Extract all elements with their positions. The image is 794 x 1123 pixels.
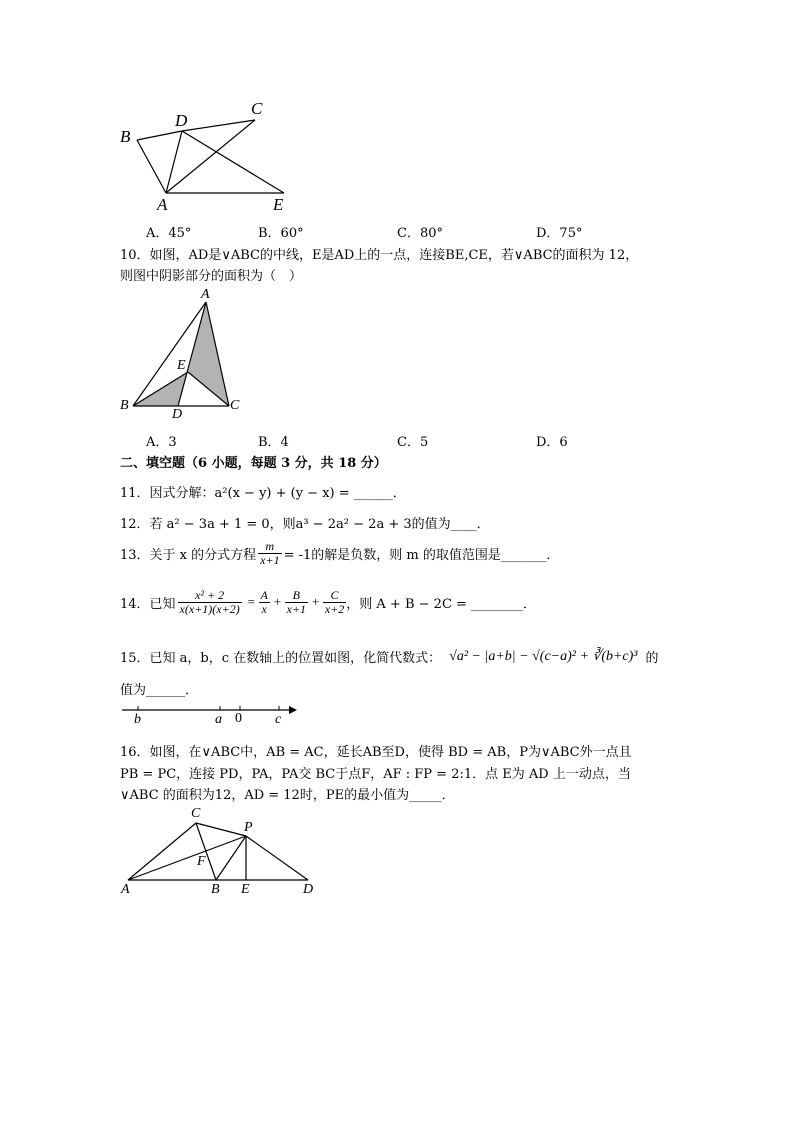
number-line-label-a: a	[215, 712, 222, 727]
q9-option-a: A．45°	[146, 226, 192, 241]
fig16-label-p: P	[244, 820, 253, 835]
q15-line1-end: 的	[645, 651, 659, 666]
q12-text: 12．若 a² − 3a + 1 = 0，则a³ − 2a² − 2a + 3的值为____．	[120, 517, 490, 532]
q14-prefix: 14．已知	[120, 596, 176, 612]
q14-c-numerator: C	[323, 589, 346, 603]
fig16-label-a: A	[121, 882, 130, 897]
q14-b-denominator: x+1	[286, 601, 307, 616]
q16-stem-line3: ∨ABC 的面积为12，AD = 12时，PE的最小值为_____．	[120, 788, 455, 803]
q14-lhs-denominator: x(x+1)(x+2)	[179, 601, 240, 616]
q16-stem-line1: 16．如图，在∨ABC中，AB = AC，延长AB至D，使得 BD = AB，P为∨ABC外一点且	[120, 745, 632, 760]
fig9-label-e: E	[273, 195, 284, 214]
q10-option-d: D．6	[536, 435, 568, 450]
q10-stem-line1: 10．如图，AD是∨ABC的中线，E是AD上的一点，连接BE,CE，若∨ABC的面积为 12，	[120, 248, 639, 263]
q10-stem-line2: 则图中阴影部分的面积为（ ）	[120, 269, 303, 284]
q9-option-c: C．80°	[397, 226, 443, 241]
fig9-label-d: D	[175, 111, 188, 130]
q9-option-d: D．75°	[536, 226, 583, 241]
q16-stem-line2: PB = PC，连接 PD，PA，PA交 BC于点F，AF : FP = 2:1．点 E为 AD 上一动点，当	[120, 767, 631, 782]
fig16-label-f: F	[197, 854, 206, 869]
fig16-label-e: E	[241, 882, 250, 897]
q14-b-numerator: B	[285, 589, 308, 603]
q14-suffix: ，则 A + B − 2C = ________．	[346, 596, 537, 612]
q10-option-a: A．3	[146, 435, 177, 450]
q15-line2: 值为______．	[120, 683, 199, 698]
q14-lhs-numerator: x² + 2	[178, 589, 242, 603]
q14-c-denominator: x+2	[324, 601, 345, 616]
q14-line: 14．已知 $\frac{\text{x² + 2}}{x(x+1)(x+2)}$ = $\frac{A}{x}$ + $\frac{B}{x+1}$ + $\frac{C}{x+2}$ ，则 A + B − 2C = ________．	[120, 587, 537, 616]
fig16-label-b: B	[211, 882, 220, 897]
fig9-label-a: A	[157, 195, 168, 214]
fig9-label-b: B	[120, 127, 131, 146]
number-line-label-zero: 0	[235, 711, 242, 726]
q9-option-b: B．60°	[258, 226, 304, 241]
q13-fraction-denominator: x+1	[260, 552, 280, 567]
fig10-label-e: E	[177, 358, 186, 373]
fig10-label-d: D	[172, 407, 183, 422]
q13-fraction-numerator: m	[258, 540, 281, 554]
fig16-label-d: D	[303, 882, 314, 897]
q14-a-numerator: A	[260, 587, 268, 602]
fig10-label-c: C	[230, 398, 240, 413]
number-line-label-b: b	[134, 712, 141, 727]
q13-suffix: = -1的解是负数，则 m 的取值范围是_______．	[283, 547, 560, 563]
q10-option-c: C．5	[397, 435, 429, 450]
number-line-label-c: c	[275, 712, 282, 727]
q15-line1-text: 15．已知 a，b，c 在数轴上的位置如图，化简代数式：	[120, 651, 442, 666]
section2-heading: 二、填空题（6 小题，每题 3 分，共 18 分）	[120, 456, 387, 471]
fig9-label-c: C	[251, 99, 263, 118]
fig10-label-a: A	[201, 287, 210, 302]
fig16-label-c: C	[191, 806, 201, 821]
q15-expression: √a² − |a+b| − √(c−a)² + ∛(b+c)³	[449, 649, 638, 664]
q14-a-denominator: x	[261, 601, 267, 616]
fig10-label-b: B	[120, 398, 129, 413]
q10-option-b: B．4	[258, 435, 289, 450]
q13-prefix: 13．关于 x 的分式方程	[120, 547, 257, 563]
q11-text: 11．因式分解：a²(x − y) + (y − x) = ______．	[120, 486, 406, 501]
